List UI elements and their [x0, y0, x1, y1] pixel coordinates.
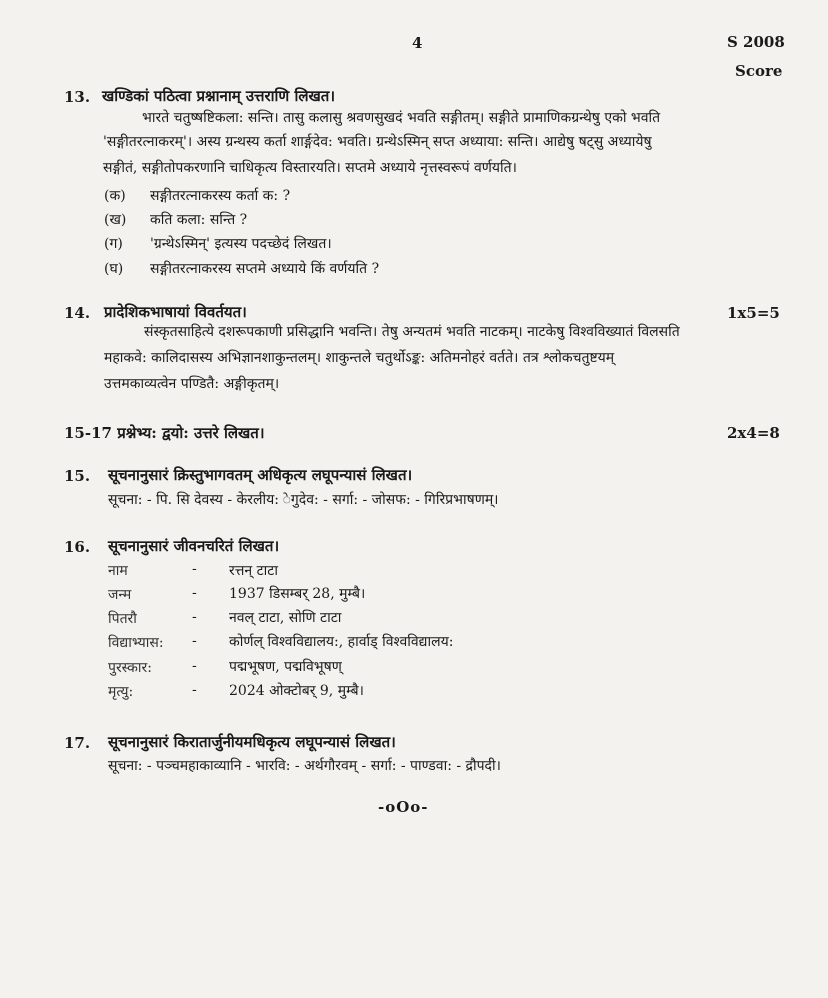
bio-row-dash: - [192, 585, 197, 601]
q13-sub-text: सङ्गीतरत्नाकरस्य सप्तमे अध्याये किं वर्णयति ? [150, 261, 380, 277]
bio-row-key: विद्याभ्यास: [108, 635, 164, 651]
bio-row-dash: - [192, 561, 197, 577]
q13-sub-text: सङ्गीतरत्नाकरस्य कर्ता क: ? [150, 188, 291, 204]
bio-row-dash: - [192, 658, 197, 674]
q13-title: खण्डिकां पठित्वा प्रश्नानाम् उत्तराणि लिखत। [102, 87, 336, 105]
bio-row-value: कोर्णल् विश्वविद्यालय:, हार्वाड् विश्वविद्यालय: [229, 634, 454, 650]
bio-row-key: मृत्यु: [108, 684, 134, 700]
q13-sub-label: (घ) [104, 261, 124, 277]
bio-row-dash: - [192, 682, 197, 698]
section-15-17-marks: 2x4=8 [727, 424, 780, 442]
q16-number: 16. [64, 538, 91, 556]
q13-passage-line: भारते चतुष्षष्टिकला: सन्ति। तासु कलासु श्रवणसुखदं भवति सङ्गीतम्। सङ्गीते प्रामाणिकग्रन्थेषु एको भवति [142, 110, 661, 126]
q13-sub-label: (ख) [104, 212, 127, 228]
q17-title: सूचनानुसारं किरातार्जुनीयमधिकृत्य लघूपन्यासं लिखत। [108, 733, 396, 751]
q13-sub-text: 'ग्रन्थेऽस्मिन्' इत्यस्य पदच्छेदं लिखत। [150, 236, 332, 252]
q13-sub-label: (क) [104, 188, 126, 204]
q14-passage-line: महाकवे: कालिदासस्य अभिज्ञानशाकुन्तलम्। शाकुन्तले चतुर्थोऽङ्क: अतिमनोहरं वर्तते। तत्र श्लोकचतुष्टयम् [104, 350, 615, 366]
bio-row-dash: - [192, 633, 197, 649]
bio-row-key: नाम [108, 563, 128, 579]
end-mark: -oOo- [378, 798, 429, 816]
q17-number: 17. [64, 734, 91, 752]
q17-hint: सूचना: - पञ्चमहाकाव्यानि - भारवि: - अर्थगौरवम् - सर्गा: - पाण्डवा: - द्रौपदी। [108, 758, 501, 774]
q13-passage-line: 'सङ्गीतरत्नाकरम्'। अस्य ग्रन्थस्य कर्ता शार्ङ्गदेव: भवति। ग्रन्थेऽस्मिन् सप्त अध्याया: सन्ति। आद्येषु षट्सु अध्यायेषु [103, 134, 652, 150]
q14-passage-line: उत्तमकाव्यत्वेन पण्डितै: अङ्गीकृतम्। [104, 376, 280, 392]
q14-marks: 1x5=5 [727, 304, 780, 322]
page-number: 4 [412, 34, 423, 52]
q15-title: सूचनानुसारं क्रिस्तुभागवतम् अधिकृत्य लघूपन्यासं लिखत। [108, 466, 413, 484]
bio-row-value: 1937 डिसम्बर् 28, मुम्बै। [229, 586, 366, 602]
q15-hint: सूचना: - पि. सि देवस्य - केरलीय: ेगुदेव: - सर्गा: - जोसफ: - गिरिप्रभाषणम्। [108, 492, 499, 508]
bio-row-key: पितरौ [108, 611, 137, 627]
bio-row-value: 2024 ओक्टोबर् 9, मुम्बै। [229, 683, 364, 699]
bio-row-value: पद्मभूषण, पद्मविभूषण् [229, 659, 342, 675]
bio-row-key: पुरस्कार: [108, 660, 152, 676]
paper-code: S 2008 [727, 33, 785, 51]
section-15-17-title: 15-17 प्रश्नेभ्य: द्वयो: उत्तरे लिखत। [64, 424, 265, 442]
q13-passage-line: सङ्गीतं, सङ्गीतोपकरणानि चाधिकृत्य विस्तारयति। सप्तमे अध्याये नृत्तस्वरूपं वर्णयति। [103, 160, 517, 176]
q13-sub-label: (ग) [104, 236, 123, 252]
bio-row-dash: - [192, 609, 197, 625]
q15-number: 15. [64, 467, 91, 485]
score-label: Score [735, 62, 783, 80]
q16-title: सूचनानुसारं जीवनचरितं लिखत। [108, 537, 280, 555]
q13-sub-text: कति कला: सन्ति ? [150, 212, 248, 228]
q14-number: 14. [64, 304, 91, 322]
q13-number: 13. [64, 88, 91, 106]
q14-title: प्रादेशिकभाषायां विवर्तयत। [104, 303, 247, 321]
q14-passage-line: संस्कृतसाहित्ये दशरूपकाणी प्रसिद्धानि भवन्ति। तेषु अन्यतमं भवति नाटकम्। नाटकेषु विश्वविख्यातं विलसति [144, 324, 680, 340]
bio-row-value: रत्तन् टाटा [229, 563, 278, 579]
bio-row-value: नवल् टाटा, सोणि टाटा [229, 610, 342, 626]
bio-row-key: जन्म [108, 587, 132, 603]
